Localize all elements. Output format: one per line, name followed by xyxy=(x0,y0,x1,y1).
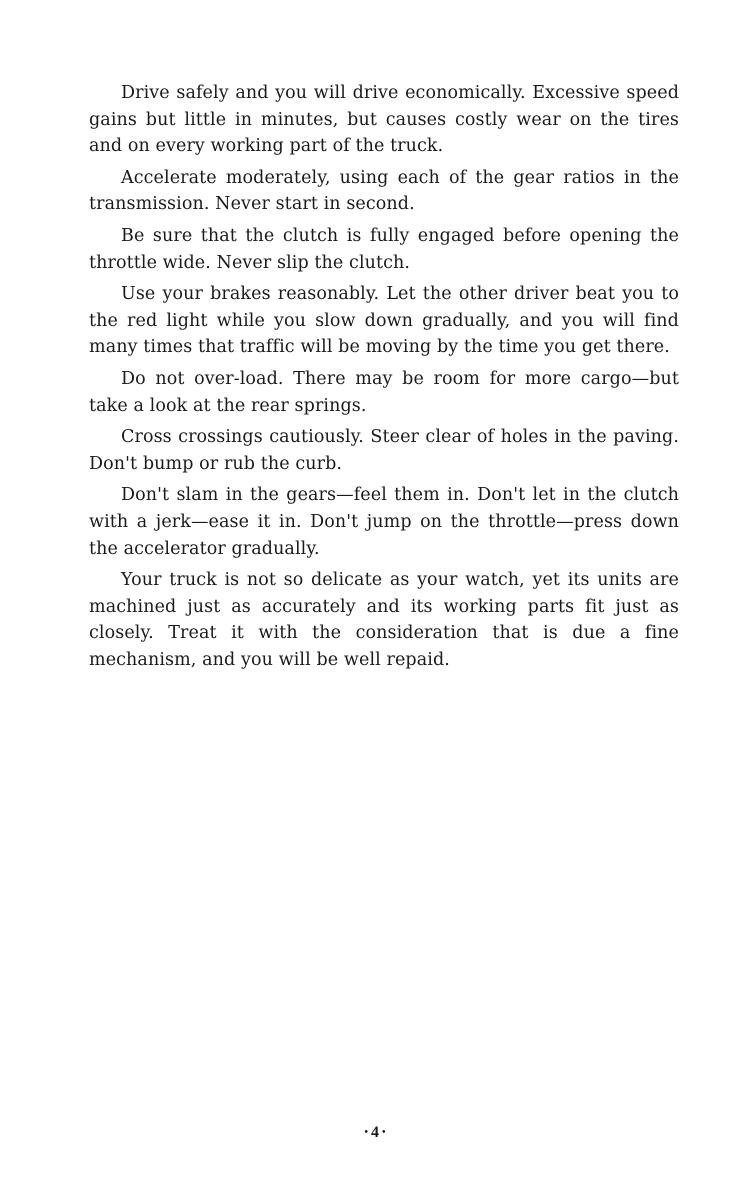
paragraph-overload: Do not over-load. There may be room for more cargo—but take a look at the rear springs. xyxy=(89,368,679,416)
paragraph-crossings: Cross crossings cautiously. Steer clear of holes in the paving. Don't bump or rub the curb. xyxy=(89,427,679,474)
paragraph-accelerate: Accelerate moderately, using each of the gear ratios in the transmission. Never start in second. xyxy=(89,167,679,215)
page-number-value: 4 xyxy=(371,1124,379,1141)
document-body xyxy=(89,80,679,678)
ornament-left: • xyxy=(364,1127,368,1138)
paragraph-gears: Don't slam in the gears—feel them in. Don't let in the clutch with a jerk—ease it in. Don't jump on the throttle—press down the accelerator gradually. xyxy=(89,485,679,559)
paragraph-brakes: Use your brakes reasonably. Let the other driver beat you to the red light while you slow down gradually, and you will find many times that traffic will be moving by the time you get there. xyxy=(89,284,679,358)
page-number xyxy=(0,1124,750,1142)
paragraph-drive-safely: Drive safely and you will drive economically. Excessive speed gains but little in minutes, but causes costly wear on the tires and on every working part of the truck. xyxy=(89,83,679,157)
ornament-right: • xyxy=(382,1127,386,1138)
paragraph-watch: Your truck is not so delicate as your watch, yet its units are machined just as accurately and its working parts fit just as closely. Treat it with the consideration that is due a fine mechanism, and you will be well repaid. xyxy=(89,570,679,670)
paragraph-clutch: Be sure that the clutch is fully engaged before opening the throttle wide. Never slip the clutch. xyxy=(89,225,679,273)
